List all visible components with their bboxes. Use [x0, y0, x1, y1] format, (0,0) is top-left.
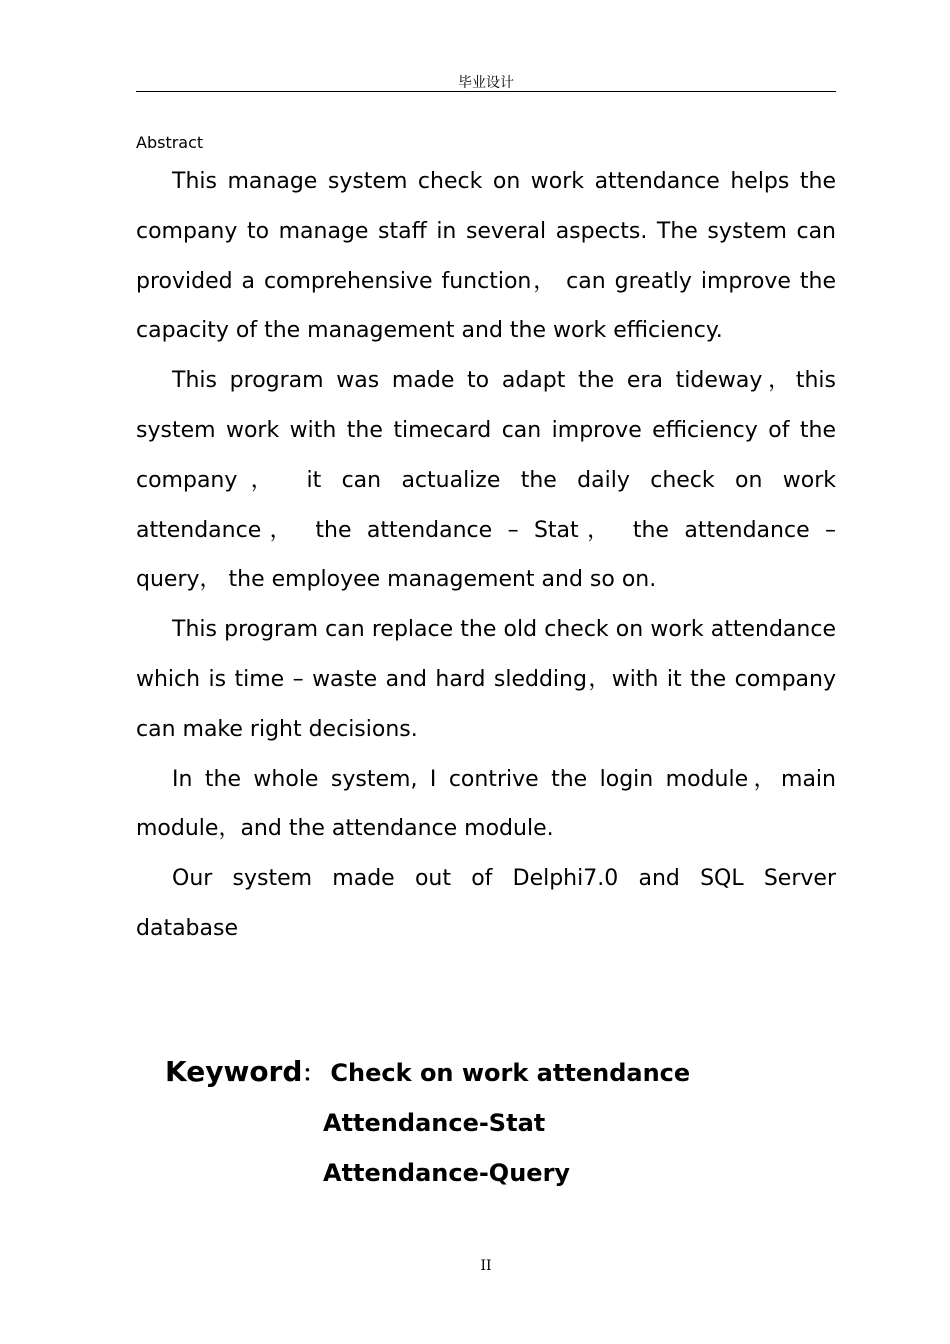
abstract-paragraph: Our system made out of Delphi7.0 and SQL Server database	[136, 866, 836, 941]
keyword-colon: ：	[302, 1062, 325, 1087]
abstract-paragraph: This program can replace the old check on work attendance which is time – waste and hard sledding，with it the company can make right decisions.	[136, 617, 836, 742]
abstract-paragraph: This manage system check on work attendance helps the company to manage staff in several aspects. The system can provided a comprehensive function， can greatly improve the capacity of the management and the work efficiency.	[136, 169, 836, 344]
keyword-label: Keyword	[165, 1055, 303, 1088]
abstract-paragraph: In the whole system, I contrive the login module，main module，and the attendance module.	[136, 766, 836, 842]
page-header-title: 毕业设计	[458, 75, 514, 91]
keyword-item: Attendance-Stat	[323, 1109, 546, 1137]
keyword-first-row	[165, 1055, 690, 1088]
keyword-item: Attendance-Query	[323, 1159, 571, 1187]
abstract-body	[136, 157, 836, 954]
page-number: II	[480, 1258, 492, 1274]
abstract-paragraph: This program was made to adapt the era tideway，this system work with the timecard can improve efficiency of the company， it can actualize the daily check on work attendance， the attendance – Stat， the attendance – query， the employee management and so on.	[136, 368, 836, 593]
abstract-heading: Abstract	[136, 133, 204, 152]
keyword-item: Check on work attendance	[330, 1059, 691, 1087]
header-rule	[136, 91, 836, 92]
